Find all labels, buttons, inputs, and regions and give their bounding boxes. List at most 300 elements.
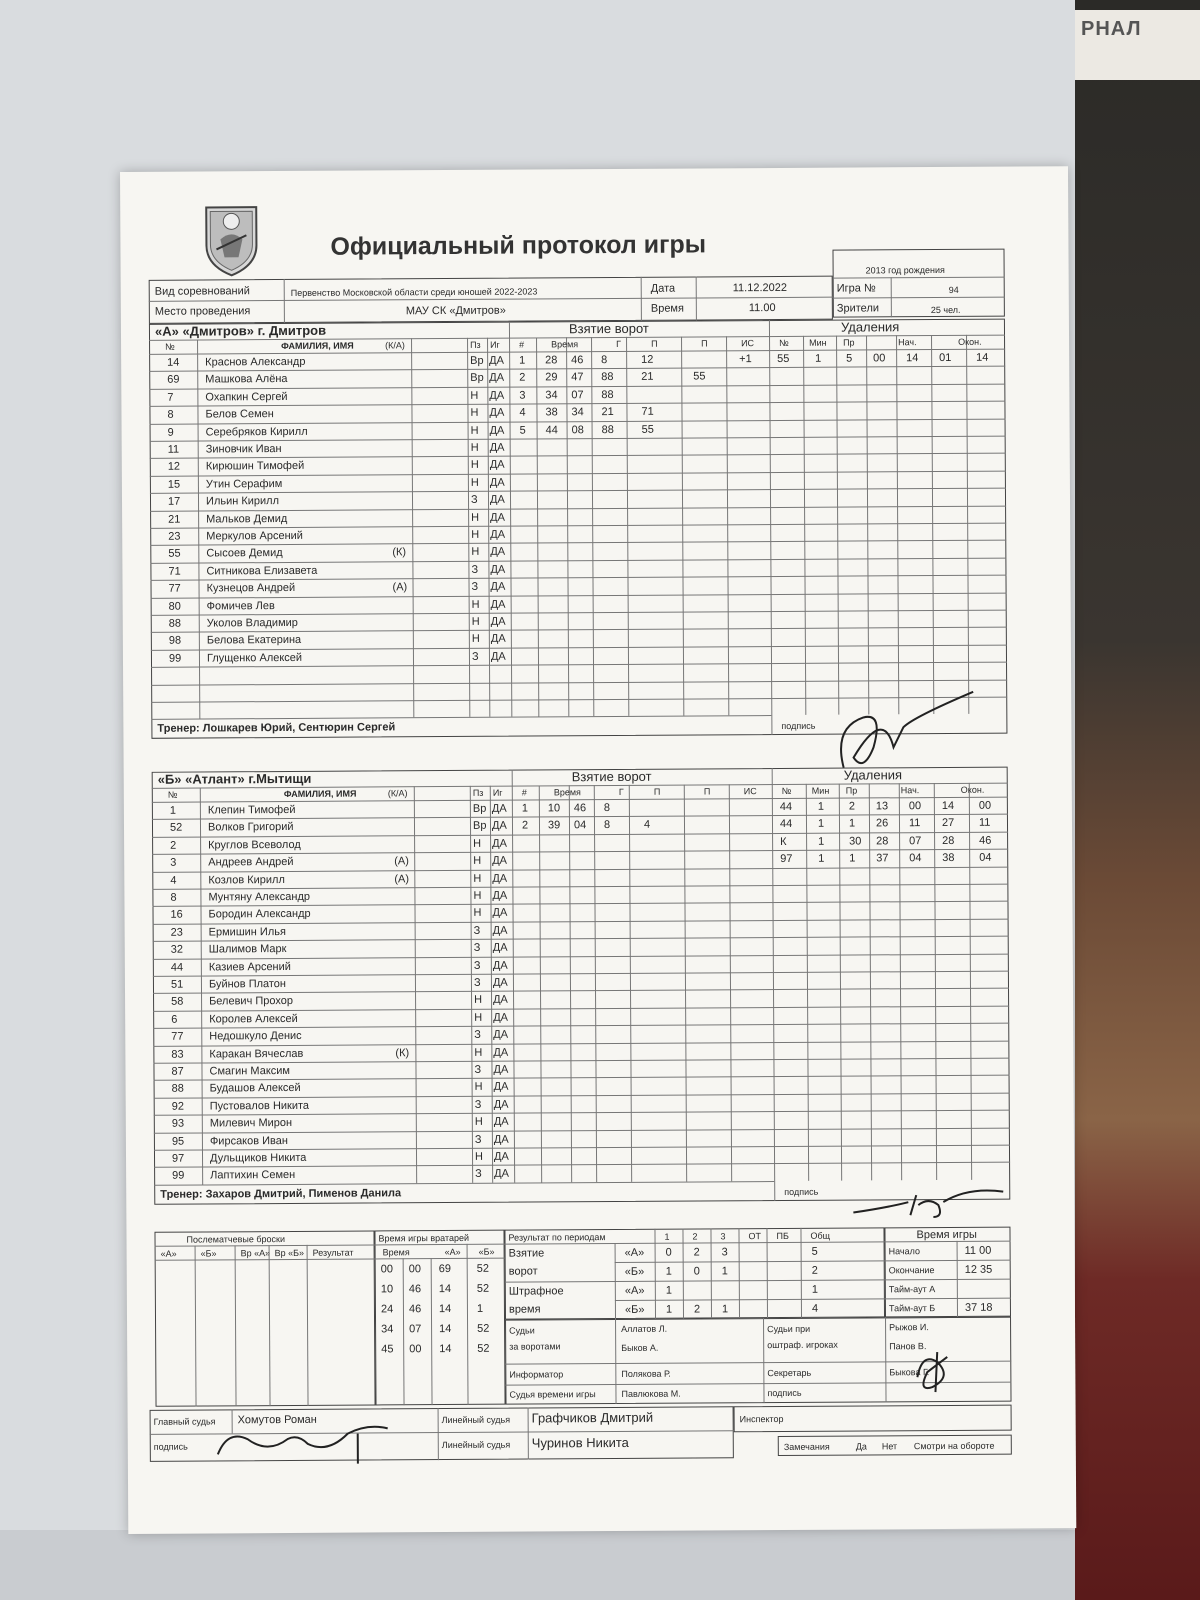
player-number: 88 xyxy=(171,1083,184,1096)
penalty-reason: 1 xyxy=(848,817,856,830)
player-name: Милевич Мирон xyxy=(209,1117,293,1130)
penalty-end-sec: 14 xyxy=(976,351,989,364)
col-ig: Иг xyxy=(490,339,500,350)
player-plays: ДА xyxy=(493,1028,509,1041)
player-number: 93 xyxy=(171,1117,185,1130)
player-plays: ДА xyxy=(491,820,507,833)
goal-number: 2 xyxy=(519,371,526,384)
background-right xyxy=(1075,0,1200,1600)
team-label: «А» xyxy=(624,1284,645,1297)
player-name: Фирсаков Иван xyxy=(209,1134,288,1148)
chief-referee-label: Главный судья xyxy=(153,1416,216,1427)
goal-minute: 38 xyxy=(545,406,558,419)
period-value: 0 xyxy=(693,1265,700,1278)
player-position: З xyxy=(474,1063,482,1076)
player-name: Кирюшин Тимофей xyxy=(205,460,305,473)
player-plays: ДА xyxy=(492,837,507,850)
player-plays: ДА xyxy=(492,959,508,972)
col-ig: Иг xyxy=(492,787,503,798)
team-label: «Б» xyxy=(624,1265,645,1278)
penalty-start-min: 37 xyxy=(876,852,889,865)
penalty-judge-name: Рыжов И. xyxy=(889,1322,929,1333)
background-card xyxy=(1075,10,1200,80)
col-pen-pr: Пр xyxy=(843,337,855,348)
player-name: Зиновчик Иван xyxy=(205,443,282,456)
goal-minute: 34 xyxy=(545,389,558,402)
shootout-col: Результат xyxy=(312,1247,354,1258)
player-plays: ДА xyxy=(490,615,506,628)
player-name: Будашов Алексей xyxy=(209,1082,301,1095)
player-plays: ДА xyxy=(493,1063,509,1076)
player-position: З xyxy=(474,1098,482,1111)
penalty-start-sec: 11 xyxy=(908,817,921,830)
goal-minute: 44 xyxy=(545,423,558,436)
goalie-time-second: 00 xyxy=(409,1343,422,1356)
penalty-judges-label: оштраф. игроках xyxy=(767,1339,838,1351)
penalty-end-sec: 04 xyxy=(979,851,992,864)
penalty-label: Штрафное xyxy=(508,1285,564,1298)
sign-label: подпись xyxy=(767,1387,802,1399)
col-pen-min: Мин xyxy=(809,337,827,348)
player-plays: ДА xyxy=(490,650,506,663)
goal-number: 1 xyxy=(519,354,526,367)
player-name: Дульщиков Никита xyxy=(209,1151,307,1165)
player-name: Каракан Вячеслав xyxy=(209,1047,304,1061)
player-number: 8 xyxy=(170,891,177,904)
player-position: Н xyxy=(473,907,482,920)
player-name: Козлов Кирилл xyxy=(208,873,285,887)
comp-type-label: Вид соревнований xyxy=(154,285,250,298)
player-name: Пустовалов Никита xyxy=(209,1099,310,1113)
period-value: 1 xyxy=(665,1284,673,1297)
player-name: Белова Екатерина xyxy=(206,634,302,647)
goal-scorer: 88 xyxy=(601,371,614,384)
periods-title: Результат по периодам xyxy=(508,1232,606,1243)
player-position: З xyxy=(473,959,481,972)
player-number: 4 xyxy=(170,874,177,887)
period-value: 4 xyxy=(811,1302,819,1315)
player-position: З xyxy=(473,976,481,989)
player-position: Н xyxy=(474,1011,483,1024)
secretary-signature xyxy=(907,1347,967,1397)
period-col: 3 xyxy=(720,1231,726,1242)
player-plays: ДА xyxy=(493,1011,509,1024)
player-number: 3 xyxy=(170,856,177,869)
player-plays: ДА xyxy=(493,1150,509,1163)
player-plays: ДА xyxy=(492,924,508,937)
player-name: Краснов Александр xyxy=(205,355,306,369)
goal-minute: 39 xyxy=(547,819,561,832)
remarks-see-back: Смотри на обороте xyxy=(913,1440,995,1452)
club-logo xyxy=(202,199,260,277)
player-position: Н xyxy=(471,511,480,524)
player-position: З xyxy=(474,1133,482,1146)
player-plays: ДА xyxy=(493,1046,509,1059)
player-plays: ДА xyxy=(492,872,508,885)
coach-line: Тренер: Лошкарев Юрий, Сентюрин Сергей xyxy=(157,721,396,736)
penalty-start-min: 00 xyxy=(873,352,886,365)
player-name: Ильин Кирилл xyxy=(205,495,280,508)
remarks-no: Нет xyxy=(881,1441,898,1452)
goal-scorer: 88 xyxy=(601,388,614,401)
player-number: 44 xyxy=(170,961,184,974)
player-number: 7 xyxy=(167,391,174,404)
penalty-start-min: 26 xyxy=(875,817,889,830)
goal-judges-label: Судьи xyxy=(509,1325,535,1336)
player-name: Андреев Андрей xyxy=(208,856,294,869)
goalie-time-col: «Б» xyxy=(478,1246,495,1257)
chief-referee-signature xyxy=(208,1408,408,1469)
team-title: «Б» «Атлант» г.Мытищи xyxy=(157,770,312,787)
goalie-a: 14 xyxy=(438,1282,452,1296)
goalie-time-minute: 00 xyxy=(380,1263,393,1276)
player-number: 23 xyxy=(168,530,181,543)
linesman-label: Линейный судья xyxy=(441,1439,511,1451)
col-goal-num: # xyxy=(521,787,527,798)
player-number: 2 xyxy=(170,839,177,852)
player-name: Шалимов Марк xyxy=(208,943,287,956)
goal-scorer: 8 xyxy=(601,354,608,367)
player-name: Волков Григорий xyxy=(207,821,294,834)
col-pen-end: Окон. xyxy=(958,336,982,347)
goal-number: 2 xyxy=(521,819,529,832)
period-value: 2 xyxy=(811,1264,818,1277)
col-num: № xyxy=(167,789,178,800)
period-value: 2 xyxy=(693,1246,700,1259)
player-position: З xyxy=(471,563,479,576)
player-position: Н xyxy=(473,854,482,868)
col-name: ФАМИЛИЯ, ИМЯ xyxy=(281,340,354,352)
col-goal-p1: П xyxy=(653,786,661,797)
goalie-time-minute: 24 xyxy=(380,1303,394,1316)
game-time-label: Тайм-аут Б xyxy=(888,1303,936,1314)
remarks-yes: Да xyxy=(855,1441,867,1452)
player-number: 88 xyxy=(168,617,182,630)
player-name: Сысоев Демид xyxy=(206,547,283,560)
player-plays: ДА xyxy=(492,976,508,989)
player-name: Фомичев Лев xyxy=(206,599,275,613)
player-number: 6 xyxy=(171,1013,178,1026)
penalties-title: Удаления xyxy=(840,319,900,335)
spectators-value: 25 чел. xyxy=(930,304,961,316)
player-plays: ДА xyxy=(492,907,508,920)
player-number: 11 xyxy=(167,443,180,456)
col-ka: (К/А) xyxy=(387,788,408,799)
game-time-value: 11 00 xyxy=(964,1244,992,1257)
team-title: «А» «Дмитров» г. Дмитров xyxy=(154,322,327,339)
time-value: 11.00 xyxy=(748,301,776,315)
player-plays: ДА xyxy=(489,406,505,419)
player-position: З xyxy=(470,494,478,507)
player-position: Н xyxy=(471,615,480,628)
penalty-reason: 1 xyxy=(849,852,856,865)
penalty-end-min: 27 xyxy=(941,817,955,830)
player-number: 16 xyxy=(170,909,183,922)
penalty-end-min: 14 xyxy=(941,799,955,812)
player-name: Утин Серафим xyxy=(205,477,283,491)
period-value: 5 xyxy=(811,1245,818,1258)
player-position: Н xyxy=(470,424,479,437)
player-number: 97 xyxy=(171,1152,185,1165)
player-name: Недошкуло Денис xyxy=(209,1030,302,1043)
penalty-start-sec: 00 xyxy=(908,800,922,813)
player-position: Вр xyxy=(472,820,487,833)
penalty-player: 44 xyxy=(779,818,793,831)
col-pen-end: Окон. xyxy=(960,784,985,795)
period-col: ОТ xyxy=(748,1231,762,1242)
player-position: Н xyxy=(474,1150,484,1163)
player-plays: ДА xyxy=(492,889,508,902)
player-plays: ДА xyxy=(490,598,506,611)
goalie-b: 52 xyxy=(477,1342,490,1355)
player-plays: ДА xyxy=(490,528,506,541)
goal-minute: 29 xyxy=(545,371,558,384)
shootout-col: «А» xyxy=(160,1248,177,1259)
team-label: «Б» xyxy=(624,1303,645,1316)
player-role: (А) xyxy=(392,581,408,594)
goalie-b: 52 xyxy=(477,1322,490,1335)
game-time-value: 37 18 xyxy=(964,1301,993,1314)
player-position: Н xyxy=(470,389,479,402)
linesman-label: Линейный судья xyxy=(441,1414,511,1426)
player-plays: ДА xyxy=(493,1081,509,1094)
coach-line: Тренер: Захаров Дмитрий, Пименов Данила xyxy=(160,1187,402,1201)
player-number: 52 xyxy=(169,822,183,835)
player-number: 23 xyxy=(170,926,183,939)
player-number: 99 xyxy=(168,652,182,665)
player-position: З xyxy=(471,650,479,663)
goal-number: 4 xyxy=(519,406,526,419)
player-number: 51 xyxy=(170,978,184,991)
game-time-value: 12 35 xyxy=(964,1263,993,1276)
penalties-title: Удаления xyxy=(843,767,903,783)
protocol-sheet xyxy=(120,166,1076,1534)
col-ka: (К/А) xyxy=(385,340,405,351)
period-value: 1 xyxy=(811,1283,819,1296)
goal-situation: +1 xyxy=(739,353,752,366)
goalie-b: 52 xyxy=(476,1282,490,1295)
player-name: Кузнецов Андрей xyxy=(206,582,296,595)
period-value: 3 xyxy=(721,1246,728,1259)
player-name: Круглов Всеволод xyxy=(208,838,301,852)
player-role: (К) xyxy=(392,546,407,559)
game-time-label: Начало xyxy=(888,1246,920,1257)
penalty-player: 44 xyxy=(779,800,793,813)
player-number: 55 xyxy=(168,548,181,561)
comp-type-value: Первенство Московской области среди юношей 2022-2023 xyxy=(290,286,538,298)
player-name: Ермишин Илья xyxy=(208,925,286,939)
col-goal-is: ИС xyxy=(741,338,755,349)
goalie-time-second: 00 xyxy=(408,1263,421,1276)
player-plays: ДА xyxy=(490,511,505,524)
player-position: З xyxy=(473,942,481,955)
goalie-time-col: «А» xyxy=(444,1246,461,1258)
shootout-col: «Б» xyxy=(200,1248,217,1259)
goals-label: ворот xyxy=(508,1265,538,1278)
player-name: Буйнов Платон xyxy=(208,978,287,991)
goal-judge-name: Быков А. xyxy=(621,1342,659,1353)
goal-second: 34 xyxy=(571,406,584,419)
penalty-reason: 30 xyxy=(849,835,862,848)
player-name: Лаптихин Семен xyxy=(210,1169,296,1182)
chief-sign-label: подпись xyxy=(153,1441,188,1452)
goal-second: 07 xyxy=(571,388,584,402)
goal-scorer: 21 xyxy=(601,406,614,419)
player-role: (К) xyxy=(395,1046,410,1059)
player-name: Белевич Прохор xyxy=(209,995,294,1008)
goal-assist-1: 21 xyxy=(641,371,654,384)
coach-sign-label: подпись xyxy=(784,1186,819,1197)
col-pen-num: № xyxy=(781,785,792,796)
player-position: З xyxy=(475,1168,482,1181)
penalty-minutes: 1 xyxy=(817,800,825,813)
col-pz: Пз xyxy=(472,787,484,798)
penalty-minutes: 1 xyxy=(818,835,825,848)
place-label: Место проведения xyxy=(154,305,251,318)
team-label: «А» xyxy=(624,1246,645,1259)
goalie-a: 14 xyxy=(439,1322,452,1336)
period-col: Общ xyxy=(810,1230,831,1241)
penalty-player: 97 xyxy=(780,853,793,866)
penalty-start-sec: 14 xyxy=(906,352,919,365)
goal-second: 08 xyxy=(571,423,584,436)
goal-second: 46 xyxy=(573,802,587,815)
player-position: Н xyxy=(471,598,480,611)
period-value: 1 xyxy=(665,1265,672,1278)
col-goal-time: Время xyxy=(553,787,581,798)
player-role: (А) xyxy=(394,872,410,885)
player-plays: ДА xyxy=(490,563,506,576)
informer-label: Информатор xyxy=(509,1369,564,1380)
goalie-time-col: Время xyxy=(382,1247,410,1258)
goal-scorer: 8 xyxy=(603,802,611,815)
player-position: Н xyxy=(473,872,482,885)
penalty-judge-name: Панов В. xyxy=(889,1341,927,1352)
goalie-b: 52 xyxy=(476,1262,489,1275)
penalty-minutes: 1 xyxy=(815,352,822,365)
penalty-end-min: 01 xyxy=(939,351,952,364)
player-position: Н xyxy=(474,1046,483,1059)
player-position: Н xyxy=(471,633,480,646)
player-position: Н xyxy=(474,1081,483,1094)
player-position: З xyxy=(471,581,479,594)
goals-label: Взятие xyxy=(508,1247,545,1260)
penalty-start-min: 13 xyxy=(875,800,889,813)
penalty-minutes: 1 xyxy=(817,818,825,831)
player-position: Вр xyxy=(470,372,484,385)
goal-second: 47 xyxy=(571,371,584,384)
goal-scorer: 8 xyxy=(603,819,611,832)
secretary-name: Быкова Г. xyxy=(889,1367,930,1378)
goalie-a: 14 xyxy=(438,1302,452,1316)
game-label: Игра № xyxy=(836,282,876,295)
player-position: Н xyxy=(470,459,479,472)
goalie-a: 69 xyxy=(438,1262,451,1276)
player-position: Н xyxy=(474,994,483,1007)
period-col: 1 xyxy=(664,1231,670,1242)
penalty-minutes: 1 xyxy=(818,852,825,865)
remarks-label: Замечания xyxy=(783,1441,830,1452)
goal-assist-2: 55 xyxy=(693,370,706,383)
linesman-name: Чуринов Никита xyxy=(531,1434,629,1451)
period-value: 1 xyxy=(721,1265,728,1278)
player-name: Мальков Демид xyxy=(206,512,288,526)
player-position: Н xyxy=(471,546,480,559)
goalie-time-minute: 10 xyxy=(380,1283,394,1296)
player-plays: ДА xyxy=(493,1133,509,1146)
penalty-reason: 5 xyxy=(846,352,853,365)
player-name: Королев Алексей xyxy=(209,1012,298,1026)
page-title: Официальный протокол игры xyxy=(330,230,707,261)
player-position: Н xyxy=(470,407,479,420)
player-plays: ДА xyxy=(493,1098,509,1111)
player-position: Н xyxy=(470,476,479,489)
secretary-label: Секретарь xyxy=(767,1367,812,1379)
col-goal-g: Г xyxy=(616,338,621,349)
player-name: Ситникова Елизавета xyxy=(206,564,318,578)
penalty-start-sec: 07 xyxy=(909,834,922,847)
goal-minute: 10 xyxy=(547,802,561,815)
background-card-text: РНАЛ xyxy=(1081,18,1142,40)
goalie-time-minute: 34 xyxy=(381,1323,394,1336)
goalie-time-second: 07 xyxy=(409,1323,422,1336)
player-position: Н xyxy=(473,889,482,902)
coach-a-signature xyxy=(823,687,984,778)
player-number: 15 xyxy=(167,478,181,491)
goalie-b: 1 xyxy=(476,1302,484,1315)
penalty-end-min: 38 xyxy=(942,852,955,865)
player-name: Мунтяну Александр xyxy=(208,890,310,904)
goal-assist-1: 4 xyxy=(643,819,651,832)
goalie-time-second: 46 xyxy=(408,1283,422,1296)
penalty-end-min: 28 xyxy=(942,834,955,847)
player-plays: ДА xyxy=(489,372,505,385)
col-goal-p2: П xyxy=(701,338,708,349)
player-position: Н xyxy=(471,528,480,541)
player-number: 32 xyxy=(170,943,184,956)
goal-second: 04 xyxy=(573,819,587,832)
penalty-start-sec: 04 xyxy=(909,852,922,865)
player-plays: ДА xyxy=(489,354,504,367)
goalie-time-second: 46 xyxy=(408,1303,422,1316)
player-number: 9 xyxy=(167,426,174,439)
background-bottom xyxy=(0,1530,1075,1600)
player-number: 98 xyxy=(168,635,182,648)
informer-name: Полякова Р. xyxy=(621,1368,671,1379)
shootout-title: Послематчевые броски xyxy=(186,1234,285,1245)
place-value: МАУ СК «Дмитров» xyxy=(405,304,506,318)
penalty-label: время xyxy=(508,1303,541,1316)
player-plays: ДА xyxy=(490,580,506,593)
goal-number: 3 xyxy=(519,389,526,402)
player-name: Бородин Александр xyxy=(208,908,311,921)
date-value: 11.12.2022 xyxy=(732,281,788,295)
col-pen-num: № xyxy=(779,337,789,348)
goal-judges-label: за воротами xyxy=(509,1341,561,1352)
penalty-player: 55 xyxy=(777,352,790,365)
player-name: Машкова Алёна xyxy=(205,373,288,386)
player-number: 87 xyxy=(171,1065,184,1078)
player-plays: ДА xyxy=(490,633,506,646)
timekeeper-name: Павлюкова М. xyxy=(621,1388,681,1399)
player-number: 77 xyxy=(168,582,181,595)
player-number: 92 xyxy=(171,1100,184,1113)
col-name: ФАМИЛИЯ, ИМЯ xyxy=(283,788,357,800)
player-plays: ДА xyxy=(492,941,508,954)
period-value: 0 xyxy=(665,1246,672,1259)
period-col: ПБ xyxy=(776,1230,789,1242)
player-position: Н xyxy=(470,441,479,454)
